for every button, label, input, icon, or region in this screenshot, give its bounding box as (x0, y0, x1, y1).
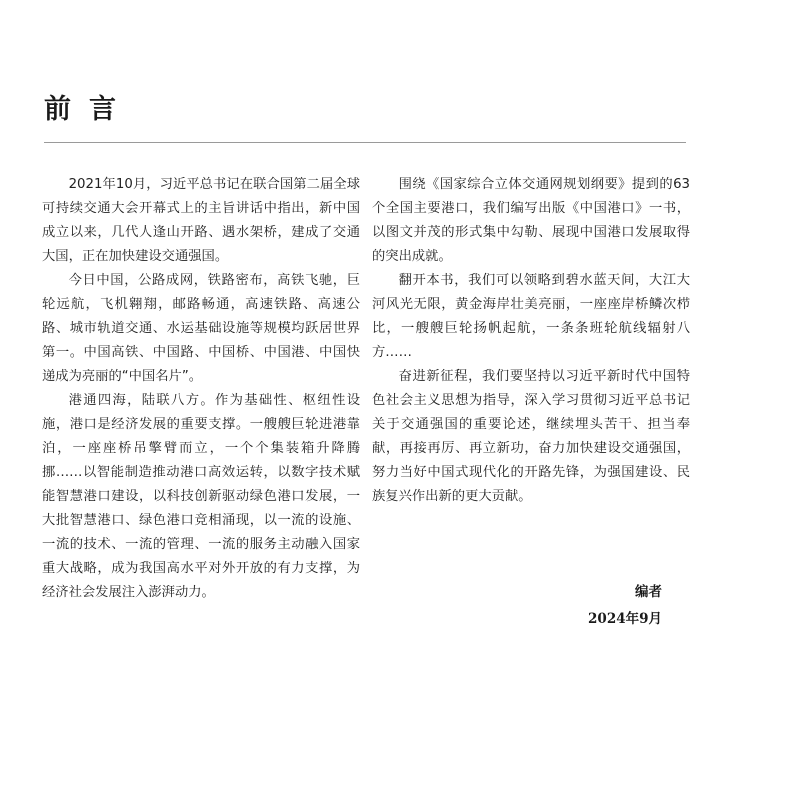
title-divider (44, 142, 686, 143)
right-text-column (372, 173, 690, 509)
paragraph: 港通四海，陆联八方。作为基础性、枢纽性设施，港口是经济发展的重要支撑。一艘艘巨轮进港靠泊，一座座桥吊擎臂而立，一个个集装箱升降腾挪……以智能制造推动港口高效运转，以数字技术赋能智慧港口建设，以科技创新驱动绿色港口发展，一大批智慧港口、绿色港口竞相涌现，以一流的设施、一流的技术、一流的管理、一流的服务主动融入国家重大战略，成为我国高水平对外开放的有力支撑，为经济社会发展注入澎湃动力。 (42, 393, 360, 600)
paragraph: 2021年10月，习近平总书记在联合国第二届全球可持续交通大会开幕式上的主旨讲话中指出，新中国成立以来，几代人逢山开路、遇水架桥，建成了交通大国，正在加快建设交通强国。 (42, 177, 360, 264)
signature-date: 2024年9月 (588, 611, 662, 627)
signature-editor: 编者 (635, 584, 662, 600)
left-text-column (42, 173, 360, 605)
paragraph: 围绕《国家综合立体交通网规划纲要》提到的63个全国主要港口，我们编写出版《中国港口》一书，以图文并茂的形式集中勾勒、展现中国港口发展取得的突出成就。 (372, 177, 690, 264)
paragraph: 今日中国，公路成网，铁路密布，高铁飞驰，巨轮远航，飞机翱翔，邮路畅通，高速铁路、高速公路、城市轨道交通、水运基础设施等规模均跃居世界第一。中国高铁、中国路、中国桥、中国港、中国快递成为亮丽的“中国名片”。 (42, 273, 360, 384)
paragraph: 奋进新征程，我们要坚持以习近平新时代中国特色社会主义思想为指导，深入学习贯彻习近平总书记关于交通强国的重要论述，继续埋头苦干、担当奉献，再接再厉、再立新功，奋力加快建设交通强国，努力当好中国式现代化的开路先锋，为强国建设、民族复兴作出新的更大贡献。 (372, 369, 690, 504)
paragraph: 翻开本书，我们可以领略到碧水蓝天间，大江大河风光无限，黄金海岸壮美亮丽，一座座岸桥鳞次栉比，一艘艘巨轮扬帆起航，一条条班轮航线辐射八方…… (372, 273, 690, 360)
page-title: 前言 (44, 94, 134, 125)
